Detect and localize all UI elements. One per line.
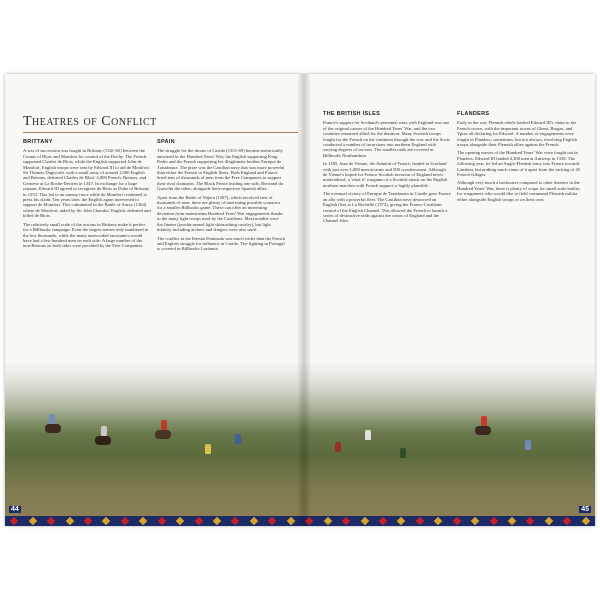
right-page-number: 45 (581, 506, 589, 513)
spain-column (157, 140, 285, 255)
knight-miniature (161, 420, 167, 430)
knight-miniature (481, 416, 487, 426)
horse-miniature (95, 436, 111, 445)
spain-paragraph-2: Apart from the Battle of Nájera (1367), which involved tens of thousands of men, there are plenty of interesting possible scenarios for a smaller Billbooks game. These can offer an interesting deviation from mainstream Hundred Years' War engagements thanks to the many light troops used by the Castilians. Most notable were the Jinetes (javelin-armed light skirmishing cavalry), but light infantry including archers and slingers were also used. (157, 194, 283, 233)
flanders-column (457, 112, 583, 205)
flanders-paragraph-1: Early in the war, Flemish rebels backed Edward III's claim to the French crown, with the important towns of Ghent, Bruges, and Ypres all declaring for Edward. A number of engagements were fought in Flanders; sometimes, but not always, involving English troops alongside their Flemish allies against the French. (457, 120, 577, 148)
brittany-column (23, 140, 151, 252)
soldier-miniature (205, 444, 211, 454)
spain-heading: SPAIN (157, 139, 175, 145)
book-gutter (297, 74, 311, 526)
book-spread (5, 74, 595, 526)
horse-miniature (475, 426, 491, 435)
soldier-miniature (335, 442, 341, 452)
horse-miniature (45, 424, 61, 433)
soldier-miniature (235, 434, 241, 444)
british-isles-paragraph-1: France's support for Scotland's perennial wars with England was one of the original causes of the Hundred Years' War, and the two countries remained allied for the duration. Many Scottish troops fought for the French on the continent through the war, and the Scots conducted a number of incursions into northern England with varying degrees of success. The smaller raids are covered in Billbooks Northumbria. (323, 120, 450, 158)
knight-miniature (101, 426, 107, 436)
brittany-paragraph-1: A war of succession was fought in Brittany (1341-65) between the Counts of Blois and Montfort for control of the Duchy. The French supported Charles de Blois, while the English supported John de Montfort. English troops were sent by Edward III to aid de Montfort. Sir Thomas Dagworth, with a small army of around 1,000 English and Bretons, defeated Charles de Blois' 4,000 French, Bretons, and Genoese at La Roche-Derrien in 1347. In exchange for a huge ransom, Edward III agreed to recognise de Blois as Duke of Brittany in 1353. This led to an uneasy truce while de Montfort continued to press his claim. Ten years later, the English again intervened to support de Montfort. This culminated in the Battle of Auray (1364) where de Montfort, aided by Sir John Chandos' English, defeated and killed de Blois. (23, 148, 151, 219)
spain-paragraph-1: The struggle for the throne of Castile (1351-69) became inextricably entwined in the Hundred Years' War, the English supporting King Pedro and the French supporting his illegitimate brother Enrique de Trastámara. The prize was the Castilian navy that was more powerful than either the French or English fleets. Both England and France hired tens of thousands of men from the Free Companies to support their rival claimants. The Black Prince leading one side, Bertrand du Guesclin the other; alongside their respective Spanish allies. (157, 148, 285, 192)
flanders-paragraph-3: Although very much a backwater compared to other theatres in the Hundred Years' War, there is plenty of scope for small scale battles for wargamers who would like to field communal Flemish militia either alongside English troops or on their own. (457, 180, 580, 202)
soldier-miniature (525, 440, 531, 450)
horse-miniature (155, 430, 171, 439)
british-isles-paragraph-3: The eventual victory of Enrique de Trastámara in Castile gave France an ally with a powerful fleet. The Castilian navy destroyed an English fleet at La Rochelle (1372), giving the Franco-Castilians control of the English Channel. This allowed the French to launch a series of destructive raids against the coasts of England and the Channel Isles. (323, 191, 451, 224)
flanders-paragraph-2: The opening moves of the Hundred Years' War were fought out in Flanders. Edward III landed 4,300 men at Antwerp in 1338. The following year, he led an Anglo-Flemish army into France towards Cambrai, but nothing much came of it apart from the sacking of 45 French villages. (457, 150, 581, 178)
brittany-paragraph-2: The relatively small scale of the actions in Brittany make it perfect for a Billbooks campaign. Even the largest armies only numbered in the low thousands, while the many unrecorded encounters would have had a few hundred men on each side. A large number of the non-Bretons on both sides were provided by the Free Companies. (23, 221, 149, 249)
spain-paragraph-3: The conflict in the Iberian Peninsula was much wider than the French and English struggle for influence in Castile. The fighting in Portugal is covered in Billbooks Lusitania. (157, 235, 285, 252)
soldier-miniature (365, 430, 371, 440)
british-isles-heading: THE BRITISH ISLES (323, 111, 381, 117)
page-title: Theatres of Conflict (23, 114, 157, 129)
british-isles-column (323, 112, 451, 227)
flanders-heading: FLANDERS (457, 111, 490, 117)
title-rule (23, 132, 298, 133)
left-page-number: 44 (11, 506, 19, 513)
brittany-heading: BRITTANY (23, 139, 53, 145)
knight-miniature (49, 414, 55, 424)
british-isles-paragraph-2: In 1385, Jean de Vienne, the Admiral of France, landed in Scotland with just over 1,000 men-at-arms and 500 crossbowmen. Although de Vienne's hoped-for Franco-Scottish invasion of England never materialised, a 'what if' wargame of a Scottish attack on the English northern marches with French support is highly plausible. (323, 161, 448, 188)
soldier-miniature (400, 448, 406, 458)
